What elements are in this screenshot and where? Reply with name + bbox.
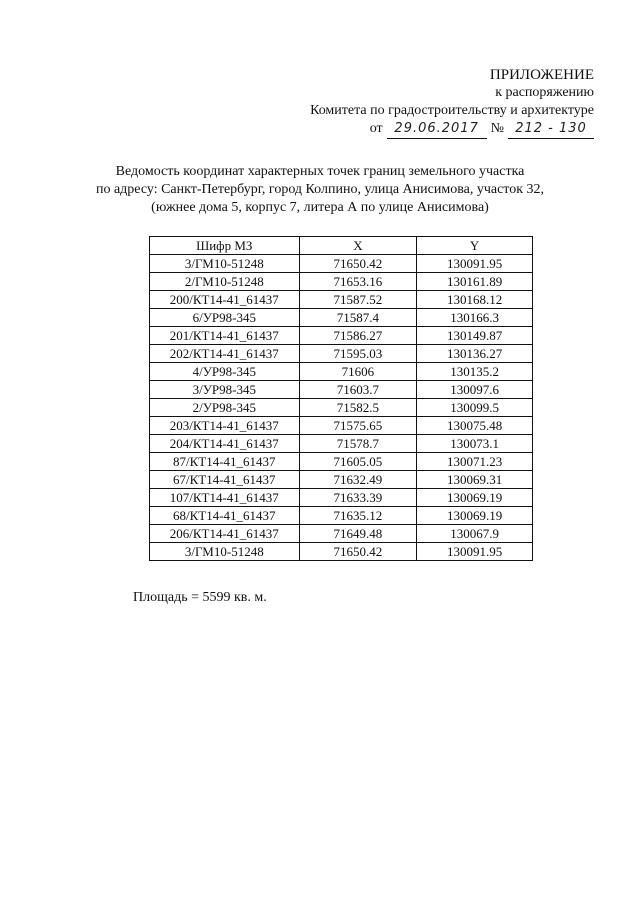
table-row bbox=[150, 435, 533, 453]
table-row bbox=[150, 273, 533, 291]
appendix-title: ПРИЛОЖЕНИЕ bbox=[489, 67, 594, 83]
caption-line-2: по адресу: Санкт-Петербург, город Колпино, улица Анисимова, участок 32, bbox=[95, 182, 545, 197]
point-code-cell: 2/УР98-345 bbox=[150, 399, 300, 417]
point-code-cell: 201/КТ14-41_61437 bbox=[150, 327, 300, 345]
table-row bbox=[150, 453, 533, 471]
y-coordinate-cell: 130091.95 bbox=[417, 255, 533, 273]
x-coordinate-cell: 71605.05 bbox=[299, 453, 417, 471]
y-coordinate-cell: 130166.3 bbox=[417, 309, 533, 327]
table-row bbox=[150, 489, 533, 507]
point-code-cell: 68/КТ14-41_61437 bbox=[150, 507, 300, 525]
column-header-code: Шифр МЗ bbox=[150, 237, 300, 255]
column-header-x: X bbox=[299, 237, 417, 255]
point-code-cell: 3/ГМ10-51248 bbox=[150, 255, 300, 273]
y-coordinate-cell: 130071.23 bbox=[417, 453, 533, 471]
handwritten-date: 29.06.2017 bbox=[387, 120, 487, 139]
table-row bbox=[150, 309, 533, 327]
table-row bbox=[150, 543, 533, 561]
point-code-cell: 107/КТ14-41_61437 bbox=[150, 489, 300, 507]
point-code-cell: 202/КТ14-41_61437 bbox=[150, 345, 300, 363]
table-row bbox=[150, 399, 533, 417]
x-coordinate-cell: 71606 bbox=[299, 363, 417, 381]
x-coordinate-cell: 71649.48 bbox=[299, 525, 417, 543]
point-code-cell: 206/КТ14-41_61437 bbox=[150, 525, 300, 543]
table-row bbox=[150, 291, 533, 309]
column-header-y: Y bbox=[417, 237, 533, 255]
point-code-cell: 87/КТ14-41_61437 bbox=[150, 453, 300, 471]
table-row bbox=[150, 507, 533, 525]
table-row bbox=[150, 255, 533, 273]
y-coordinate-cell: 130136.27 bbox=[417, 345, 533, 363]
x-coordinate-cell: 71603.7 bbox=[299, 381, 417, 399]
committee-name: Комитета по градостроительству и архитектуре bbox=[310, 103, 594, 118]
table-header-row bbox=[150, 237, 533, 255]
handwritten-number: 212 - 130 bbox=[508, 120, 594, 139]
x-coordinate-cell: 71587.52 bbox=[299, 291, 417, 309]
y-coordinate-cell: 130075.48 bbox=[417, 417, 533, 435]
order-date-number bbox=[310, 120, 594, 139]
point-code-cell: 200/КТ14-41_61437 bbox=[150, 291, 300, 309]
x-coordinate-cell: 71595.03 bbox=[299, 345, 417, 363]
x-coordinate-cell: 71653.16 bbox=[299, 273, 417, 291]
point-code-cell: 204/КТ14-41_61437 bbox=[150, 435, 300, 453]
caption-line-3: (южнее дома 5, корпус 7, литера А по улице Анисимова) bbox=[151, 200, 489, 215]
x-coordinate-cell: 71575.65 bbox=[299, 417, 417, 435]
date-prefix: от bbox=[369, 121, 383, 136]
y-coordinate-cell: 130069.19 bbox=[417, 507, 533, 525]
x-coordinate-cell: 71587.4 bbox=[299, 309, 417, 327]
statement-caption bbox=[0, 163, 640, 217]
table-row bbox=[150, 417, 533, 435]
table-row bbox=[150, 345, 533, 363]
y-coordinate-cell: 130149.87 bbox=[417, 327, 533, 345]
x-coordinate-cell: 71582.5 bbox=[299, 399, 417, 417]
table-row bbox=[150, 471, 533, 489]
number-label: № bbox=[490, 121, 504, 136]
y-coordinate-cell: 130099.5 bbox=[417, 399, 533, 417]
point-code-cell: 3/УР98-345 bbox=[150, 381, 300, 399]
x-coordinate-cell: 71586.27 bbox=[299, 327, 417, 345]
y-coordinate-cell: 130069.31 bbox=[417, 471, 533, 489]
coordinates-table bbox=[149, 236, 533, 561]
point-code-cell: 2/ГМ10-51248 bbox=[150, 273, 300, 291]
y-coordinate-cell: 130097.6 bbox=[417, 381, 533, 399]
point-code-cell: 3/ГМ10-51248 bbox=[150, 543, 300, 561]
point-code-cell: 6/УР98-345 bbox=[150, 309, 300, 327]
x-coordinate-cell: 71578.7 bbox=[299, 435, 417, 453]
table-row bbox=[150, 525, 533, 543]
area-total: Площадь = 5599 кв. м. bbox=[133, 590, 267, 605]
x-coordinate-cell: 71633.39 bbox=[299, 489, 417, 507]
y-coordinate-cell: 130168.12 bbox=[417, 291, 533, 309]
y-coordinate-cell: 130069.19 bbox=[417, 489, 533, 507]
y-coordinate-cell: 130091.95 bbox=[417, 543, 533, 561]
document-header bbox=[310, 66, 594, 139]
appendix-subtitle: к распоряжению bbox=[495, 85, 594, 100]
table-body bbox=[150, 255, 533, 561]
x-coordinate-cell: 71650.42 bbox=[299, 543, 417, 561]
table-row bbox=[150, 381, 533, 399]
y-coordinate-cell: 130161.89 bbox=[417, 273, 533, 291]
point-code-cell: 203/КТ14-41_61437 bbox=[150, 417, 300, 435]
y-coordinate-cell: 130135.2 bbox=[417, 363, 533, 381]
x-coordinate-cell: 71632.49 bbox=[299, 471, 417, 489]
y-coordinate-cell: 130067.9 bbox=[417, 525, 533, 543]
table-row bbox=[150, 363, 533, 381]
x-coordinate-cell: 71635.12 bbox=[299, 507, 417, 525]
table-row bbox=[150, 327, 533, 345]
caption-line-1: Ведомость координат характерных точек границ земельного участка bbox=[115, 164, 525, 179]
y-coordinate-cell: 130073.1 bbox=[417, 435, 533, 453]
point-code-cell: 4/УР98-345 bbox=[150, 363, 300, 381]
x-coordinate-cell: 71650.42 bbox=[299, 255, 417, 273]
point-code-cell: 67/КТ14-41_61437 bbox=[150, 471, 300, 489]
